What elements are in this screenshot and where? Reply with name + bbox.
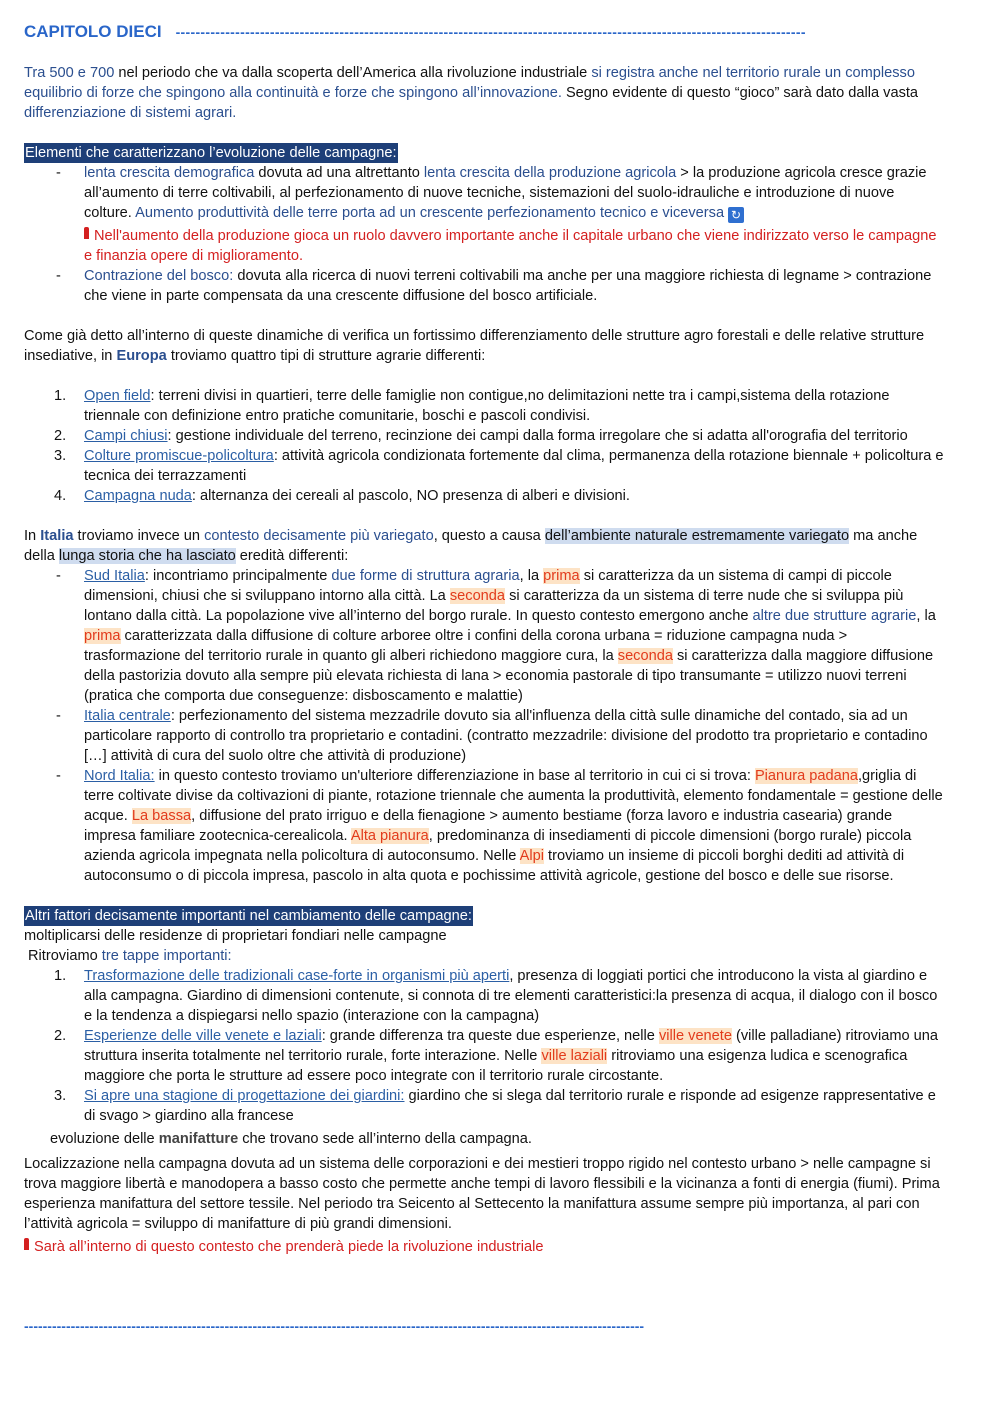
term-link[interactable]: Campi chiusi — [84, 428, 168, 444]
list-item — [84, 163, 944, 266]
italy-paragraph — [24, 526, 944, 566]
list-number: 1. — [54, 968, 67, 984]
list-item — [54, 486, 944, 506]
exclamation-icon — [24, 1238, 29, 1253]
item-text: si caratterizza da un sistema di campi di piccole dimensioni, chiusi che si sviluppano intorno alla città. La — [84, 568, 892, 604]
italy-keyword: Italia — [40, 528, 74, 544]
final-note — [24, 1237, 944, 1257]
item-highlight: seconda — [449, 588, 506, 604]
item-text: altre due strutture agrarie — [752, 608, 917, 624]
list-number: 2. — [54, 428, 67, 444]
stages-intro — [24, 946, 944, 966]
term-link[interactable]: Open field — [84, 388, 151, 404]
italy-highlight: lunga storia che ha lasciato — [58, 548, 236, 564]
europe-paragraph — [24, 326, 944, 366]
list-item — [84, 706, 944, 766]
evolution-list — [24, 163, 944, 306]
sync-icon: ↻ — [728, 207, 744, 223]
list-number: 3. — [54, 1088, 67, 1104]
note-text: Nell'aumento della produzione gioca un ruolo davvero importante anche il capitale urbano che viene indirizzato verso le campagne e finanzia opere di miglioramento. — [84, 228, 937, 264]
list-item — [84, 566, 944, 706]
europe-keyword: Europa — [116, 348, 167, 364]
list-item — [84, 766, 944, 886]
term-link[interactable]: Italia centrale — [84, 708, 171, 724]
footer-dash-rule: ------------------------------------------------------------------------------------------------------------------------------------- — [24, 1318, 645, 1334]
item-text: , predominanza di insediamenti di piccole dimensioni (borgo rurale) piccola azienda agricola impegnata nella policoltura di autoconsumo. Nelle — [84, 828, 912, 864]
header-dash-rule: ------------------------------------------------------------------------------------------------------------------------------- — [175, 24, 806, 40]
item-text: : attività agricola condizionata fortemente dal clima, permanenza della rotazione biennale + policoltura e tecnica dei terrazzamenti — [84, 448, 944, 484]
stages-text: Ritroviamo — [28, 948, 102, 964]
item-text: : grande differenza tra queste due esperienze, nelle — [321, 1028, 659, 1044]
item-text: si caratterizza dalla maggiore diffusione della pastorizia dovuto alla sempre più elevata richiesta di lana > economia pastorale di tipo transumante = utilizzo nuovi terreni (pratica che comporta due conseguenze: disboscamento e malattie) — [84, 648, 934, 704]
item-text: , la — [519, 568, 544, 584]
intro-text-4: differenziazione di sistemi agrari. — [24, 105, 237, 121]
item-text: si caratterizza da un sistema di terre nude che si sviluppa più lontano dalla città. La popolazione vive all’interno del borgo rurale. In questo contesto emergono anche — [84, 588, 904, 624]
residences-line: moltiplicarsi delle residenze di proprietari fondiari nelle campagne — [24, 928, 447, 944]
list-item — [54, 1026, 944, 1086]
intro-period: Tra 500 e 700 — [24, 65, 115, 81]
item-highlight: ville venete — [658, 1028, 732, 1044]
europe-text: troviamo quattro tipi di strutture agrarie differenti: — [166, 348, 486, 364]
item-text: , diffusione del prato irriguo e della fienagione > aumento bestiame (forza lavoro e industria casearia) grande impresa familiare zootecnica-cerealicola. — [84, 808, 893, 844]
item-text: (ville palladiane) ritroviamo una struttura inserita totalmente nel territorio rurale, forte interazione. Nelle — [84, 1028, 938, 1064]
term-link[interactable]: Sud Italia — [84, 568, 145, 584]
section-heading-evolution: Elementi che caratterizzano l’evoluzione delle campagne: — [25, 145, 397, 161]
note-text: Sarà all’interno di questo contesto che prenderà piede la rivoluzione industriale — [34, 1239, 544, 1255]
item-text: troviamo un insieme di piccoli borghi dediti ad attività di autoconsumo o di piccola impresa, pascolo in alta quota e pochissime attività agricole, gestione del bosco e delle sue risorse. — [84, 848, 905, 884]
item-highlight: Alta pianura — [350, 828, 429, 844]
list-item — [54, 966, 944, 1026]
document-page — [24, 22, 944, 1257]
item-text: due forme di struttura agraria — [331, 568, 520, 584]
manufactures-paragraph: Localizzazione nella campagna dovuta ad un sistema delle corporazioni e dei mestieri troppo rigido nel contesto urbano > nelle campagne si trova maggiore libertà e manodopera a basso costo che permette anche tempi di lavoro flessibili e la vicinanza a fonti di energia (fiumi). Prima esperienza manifattura del settore tessile. Nel periodo tra Seicento al Settecento la manifattura assume sempre più importanza, al pari con l’attività agricola = sviluppo di manifatture di più grandi dimensioni. — [24, 1156, 940, 1232]
item-text: : incontriamo principalmente — [144, 568, 332, 584]
chapter-title: CAPITOLO DIECI — [24, 22, 162, 41]
italy-text: , questo a causa — [433, 528, 545, 544]
list-number: 4. — [54, 488, 67, 504]
list-number: 1. — [54, 388, 67, 404]
section-heading-other-factors: Altri fattori decisamente importanti nel cambiamento delle campagne: — [25, 908, 472, 924]
europe-structures-list — [24, 386, 944, 506]
item-text: , presenza di loggiati portici che introducono la vista al giardino e alla campagna. Giardino di dimensioni contenute, si connota di tre elementi caratteristici:la presenza di acqua, il dialogo con il bosco e la tendenza a dispiegarsi nello spazio (interazione con la campagna) — [84, 968, 938, 1024]
item-highlight: prima — [543, 568, 580, 584]
stages-text: tre tappe importanti: — [101, 948, 232, 964]
item-text: : terreni divisi in quartieri, terre delle famiglie non contigue,no delimitazioni nette tra i campi,sistema della rotazione triennale con definizione entro pratiche comunitarie, boschi e pascoli condivisi. — [84, 388, 890, 424]
chapter-header — [24, 22, 944, 48]
item-text: ,griglia di terre coltivate divise da coltivazioni di piante, rotazione triennale che aumenta la produttività, elemento fondamentale = gestione delle acque. — [84, 768, 943, 824]
term-link[interactable]: Campagna nuda — [84, 488, 192, 504]
italy-text: ma anche della — [24, 528, 918, 564]
term-link[interactable]: Si apre una stagione di progettazione dei giardini: — [84, 1088, 405, 1104]
item-highlight: La bassa — [131, 808, 192, 824]
term-link[interactable]: Nord Italia: — [84, 768, 155, 784]
item-text: caratterizzata dalla diffusione di colture arboree oltre i confini della corona urbana = riduzione campagna nuda > trasformazione del territorio rurale in quanto gli alberi richiedono maggiore cura, la — [84, 628, 848, 664]
list-item — [54, 1086, 944, 1126]
term-link[interactable]: Trasformazione delle tradizionali case-forte in organismi più aperti — [84, 968, 510, 984]
italy-regions-list — [24, 566, 944, 886]
important-note — [84, 226, 944, 266]
item-text: in questo contesto troviamo un'ulteriore differenziazione in base al territorio in cui ci si trova: — [154, 768, 755, 784]
item-text: ritroviamo una esigenza ludica e scenografica maggiore che porta le strutture ad essere poco integrate con il territorio rurale circostante. — [84, 1048, 908, 1084]
item-highlight: prima — [84, 628, 121, 644]
item-text: lenta crescita demografica — [84, 165, 255, 181]
manufactures-line — [24, 1129, 944, 1149]
term-link[interactable]: Esperienze delle ville venete e laziali — [84, 1028, 322, 1044]
intro-text-2: si registra anche nel territorio rurale un complesso equilibrio di forze che spingono alla continuità e forze che spingono all’innovazione. — [24, 65, 915, 101]
italy-highlight: dell’ambiente naturale estremamente variegato — [544, 528, 850, 544]
item-highlight: Alpi — [519, 848, 544, 864]
item-text: dovuta ad una altrettanto — [254, 165, 424, 181]
item-text: : alternanza dei cereali al pascolo, NO presenza di alberi e divisioni. — [191, 488, 630, 504]
list-item — [84, 266, 944, 306]
italy-text: eredità differenti: — [235, 548, 349, 564]
intro-text-1: nel periodo che va dalla scoperta dell’America alla rivoluzione industriale — [114, 65, 592, 81]
list-item — [54, 446, 944, 486]
europe-text: Come già detto all’interno di queste dinamiche di verifica un fortissimo differenziamento delle strutture agro forestali e delle relative strutture insediative, in — [24, 328, 925, 364]
list-number: 2. — [54, 1028, 67, 1044]
item-highlight: Pianura padana — [754, 768, 858, 784]
manufactures-keyword: manifatture — [158, 1131, 239, 1147]
intro-paragraph — [24, 63, 944, 123]
item-text: > la produzione agricola cresce grazie all’aumento di terre coltivabili, al perfezionamento di nuove tecniche, sistemazioni del suolo-idrauliche e introduzione di nuove colture. — [84, 165, 927, 221]
item-text: Contrazione del bosco: — [84, 268, 234, 284]
intro-text-3: Segno evidente di questo “gioco” sarà dato dalla vasta — [561, 85, 919, 101]
list-number: 3. — [54, 448, 67, 464]
item-highlight: seconda — [617, 648, 673, 664]
item-text: Aumento produttività delle terre porta ad un crescente perfezionamento tecnico e viceversa — [135, 205, 725, 221]
italy-text: troviamo invece un — [73, 528, 205, 544]
manufactures-text: evoluzione delle — [50, 1131, 159, 1147]
item-text: dovuta alla ricerca di nuovi terreni coltivabili ma anche per una maggiore richiesta di legname > contrazione che viene in parte compensata da una crescente diffusione del bosco artificiale. — [84, 268, 932, 304]
manufactures-text: che trovano sede all’interno della campagna. — [238, 1131, 532, 1147]
list-item — [54, 386, 944, 426]
italy-text: contesto decisamente più variegato — [204, 528, 434, 544]
list-item — [54, 426, 944, 446]
item-highlight: ville laziali — [541, 1048, 608, 1064]
exclamation-icon — [84, 227, 89, 242]
item-text: giardino che si slega dal territorio rurale e risponde ad esigenze rappresentative e di svago > giardino alla francese — [84, 1088, 936, 1124]
item-text: : perfezionamento del sistema mezzadrile dovuto sia all'influenza della città sulle dinamiche del contado, sia ad un particolare rapporto di controllo tra proprietario e contadini. (contratto mezzadrile: divisione del prodotto tra proprietario e contadino […] attività di cura del suolo oltre che attività di produzione) — [84, 708, 928, 764]
italy-text: In — [24, 528, 41, 544]
item-text: : gestione individuale del terreno, recinzione dei campi dalla forma irregolare che si adatta all'orografia del territorio — [167, 428, 908, 444]
stages-list — [24, 966, 944, 1126]
term-link[interactable]: Colture promiscue-policoltura — [84, 448, 274, 464]
item-text: , la — [916, 608, 936, 624]
item-text: lenta crescita della produzione agricola — [423, 165, 677, 181]
